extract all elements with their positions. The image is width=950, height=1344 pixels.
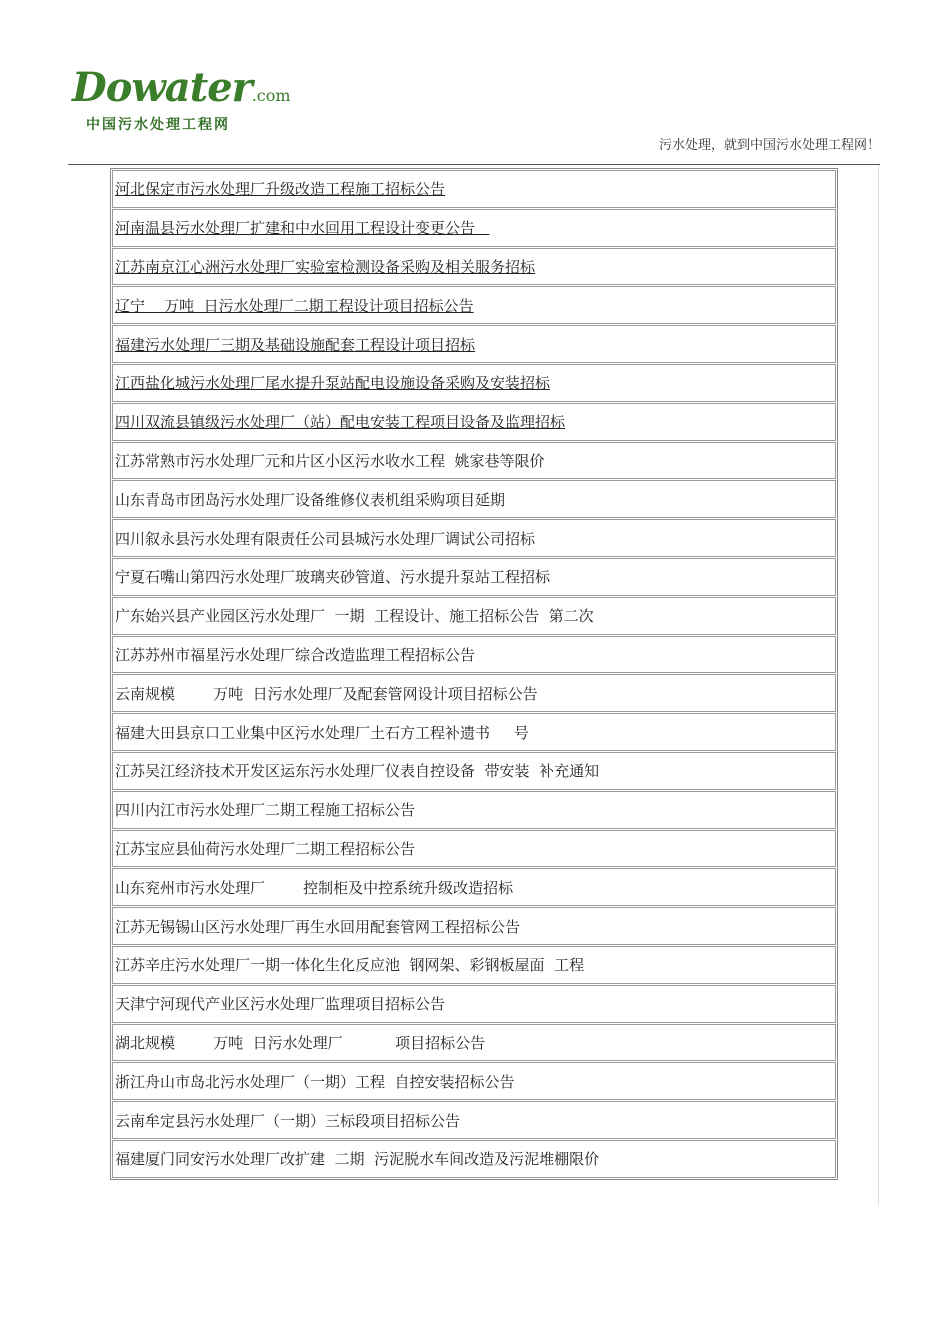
list-item[interactable] <box>112 209 836 247</box>
list-item <box>112 519 836 557</box>
notice-title: 山东兖州市污水处理厂 控制柜及中控系统升级改造招标 <box>115 878 514 897</box>
notice-link[interactable]: 四川双流县镇级污水处理厂（站）配电安装工程项目设备及监理招标 <box>115 413 566 432</box>
header-slogan: 污水处理，就到中国污水处理工程网！ <box>658 138 880 153</box>
logo-subtitle: 中国污水处理工程网 <box>86 117 230 133</box>
right-margin-rule <box>878 165 879 1205</box>
page-header <box>0 0 950 168</box>
list-item[interactable] <box>112 325 836 363</box>
notice-title: 江苏宝应县仙荷污水处理厂二期工程招标公告 <box>115 839 416 858</box>
list-item <box>112 830 836 868</box>
list-item <box>112 674 836 712</box>
logo-main-text: Dowater <box>72 64 252 111</box>
list-item <box>112 946 836 984</box>
notice-title: 湖北规模 万吨 日污水处理厂 项目招标公告 <box>115 1033 486 1052</box>
notice-title: 浙江舟山市岛北污水处理厂（一期）工程 自控安装招标公告 <box>115 1072 515 1091</box>
notice-title: 广东始兴县产业园区污水处理厂 一期 工程设计、施工招标公告 第二次 <box>115 607 594 626</box>
notice-link[interactable]: 河南温县污水处理厂扩建和中水回用工程设计变更公告 <box>115 219 490 238</box>
list-item <box>112 868 836 906</box>
notice-title: 云南牟定县污水处理厂（一期）三标段项目招标公告 <box>115 1111 461 1130</box>
notice-title: 福建大田县京口工业集中区污水处理厂土石方工程补遗书 号 <box>115 723 529 742</box>
list-item[interactable] <box>112 248 836 286</box>
notice-link[interactable]: 辽宁 万吨 日污水处理厂二期工程设计项目招标公告 <box>115 296 474 315</box>
notice-title: 江苏无锡锡山区污水处理厂再生水回用配套管网工程招标公告 <box>115 917 521 936</box>
notice-title: 宁夏石嘴山第四污水处理厂玻璃夹砂管道、污水提升泵站工程招标 <box>115 568 551 587</box>
notice-link[interactable]: 福建污水处理厂三期及基础设施配套工程设计项目招标 <box>115 335 476 354</box>
list-item <box>112 558 836 596</box>
list-item <box>112 636 836 674</box>
logo-wordmark <box>72 66 291 118</box>
list-item[interactable] <box>112 403 836 441</box>
dowater-logo[interactable] <box>72 64 291 138</box>
notice-link[interactable]: 江苏南京江心洲污水处理厂实验室检测设备采购及相关服务招标 <box>115 257 536 276</box>
list-item <box>112 1140 836 1178</box>
notice-link[interactable]: 河北保定市污水处理厂升级改造工程施工招标公告 <box>115 180 446 199</box>
list-item[interactable] <box>112 364 836 402</box>
notice-title: 江苏常熟市污水处理厂元和片区小区污水收水工程 姚家巷等限价 <box>115 451 545 470</box>
notice-link[interactable]: 江西盐化城污水处理厂尾水提升泵站配电设施设备采购及安装招标 <box>115 374 551 393</box>
list-item <box>112 791 836 829</box>
notice-title: 云南规模 万吨 日污水处理厂及配套管网设计项目招标公告 <box>115 684 538 703</box>
notice-title: 四川叙永县污水处理有限责任公司县城污水处理厂调试公司招标 <box>115 529 536 548</box>
list-item <box>112 752 836 790</box>
header-divider <box>68 164 880 165</box>
notice-title: 天津宁河现代产业区污水处理厂监理项目招标公告 <box>115 995 446 1014</box>
tender-notice-list <box>110 168 838 1180</box>
list-item <box>112 1062 836 1100</box>
notice-title: 福建厦门同安污水处理厂改扩建 二期 污泥脱水车间改造及污泥堆棚限价 <box>115 1150 600 1169</box>
notice-title: 江苏吴江经济技术开发区运东污水处理厂仪表自控设备 带安装 补充通知 <box>115 762 600 781</box>
notice-title: 四川内江市污水处理厂二期工程施工招标公告 <box>115 801 416 820</box>
list-item[interactable] <box>112 170 836 208</box>
list-item <box>112 907 836 945</box>
list-item <box>112 985 836 1023</box>
list-item <box>112 1024 836 1062</box>
list-item <box>112 480 836 518</box>
notice-title: 江苏辛庄污水处理厂一期一体化生化反应池 钢网架、彩钢板屋面 工程 <box>115 956 585 975</box>
list-item <box>112 713 836 751</box>
list-item <box>112 442 836 480</box>
logo-com-text: .com <box>251 86 291 105</box>
list-item <box>112 1101 836 1139</box>
list-item <box>112 597 836 635</box>
notice-title: 江苏苏州市福星污水处理厂综合改造监理工程招标公告 <box>115 645 476 664</box>
notice-title: 山东青岛市团岛污水处理厂设备维修仪表机组采购项目延期 <box>115 490 506 509</box>
list-item[interactable] <box>112 286 836 324</box>
